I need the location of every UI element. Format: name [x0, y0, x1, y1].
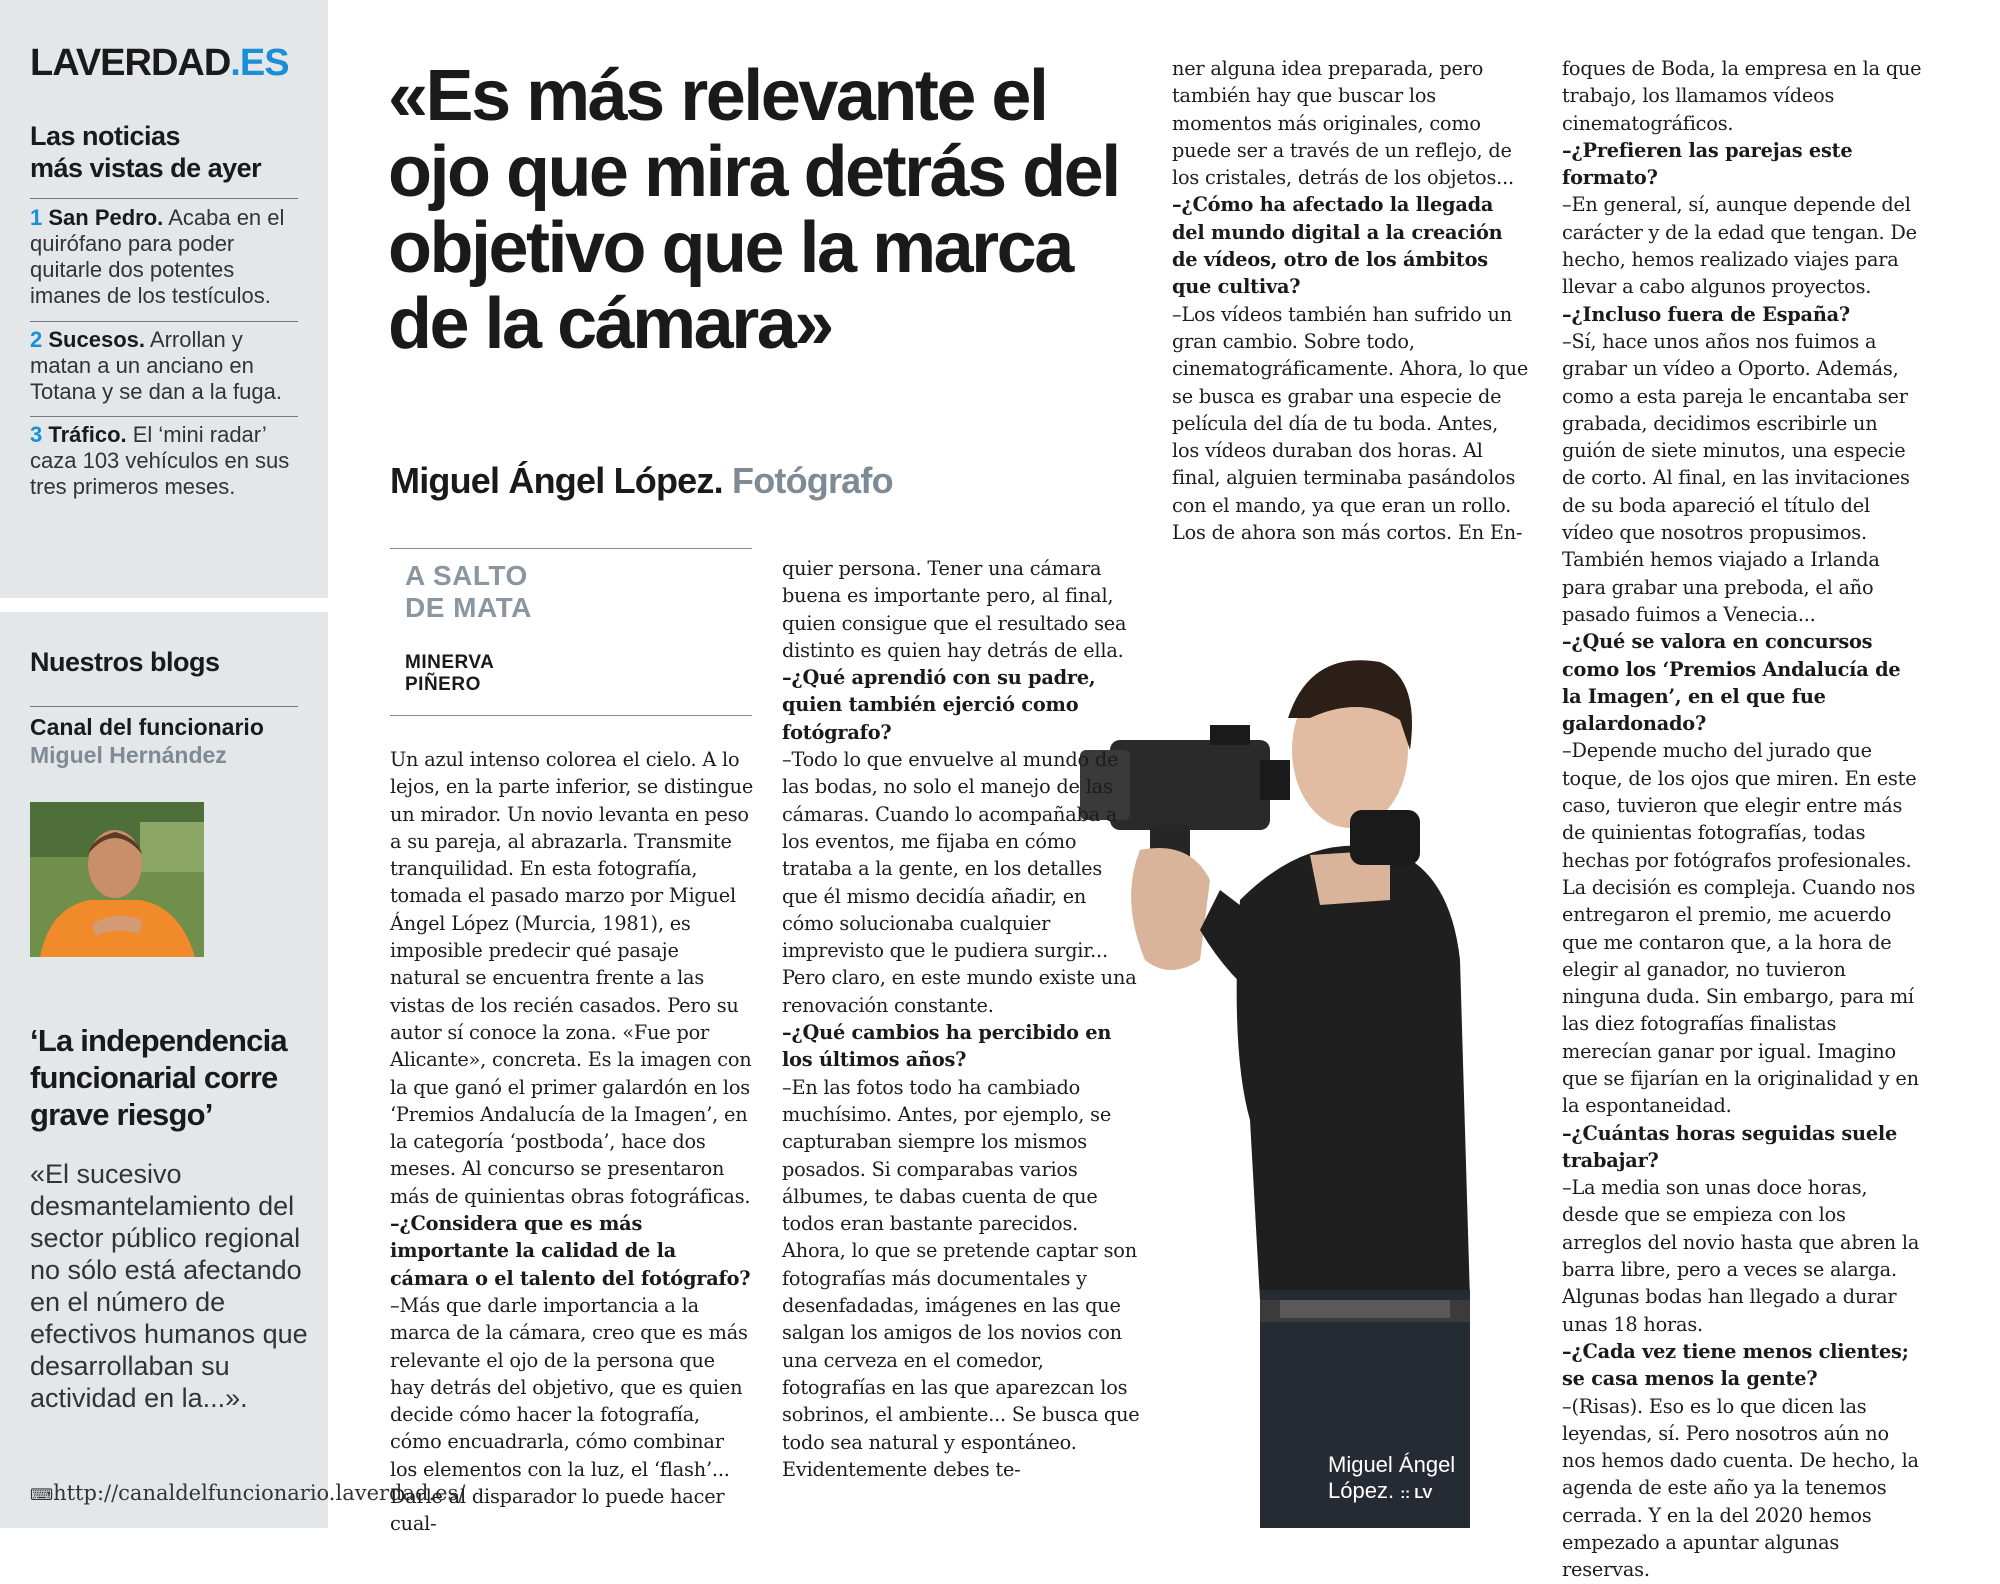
- caption-credit: :: LV: [1400, 1485, 1433, 1502]
- section-rule-top: [390, 548, 752, 549]
- news-divider: [30, 321, 298, 322]
- logo-domain: .ES: [230, 42, 289, 84]
- blogs-divider: [30, 706, 298, 707]
- interview-question: –¿Cuántas horas seguidas suele trabajar?: [1562, 1121, 1898, 1172]
- question-paragraph: [1562, 137, 1922, 192]
- body-paragraph: quier persona. Tener una cámara buena es importante pero, al final, quien consigue que el resultado sea distinto es quien hay detrás de ella.: [782, 557, 1127, 662]
- news-text: El ‘mini radar’ caza 103 vehículos en sus tres primeros meses.: [30, 422, 290, 499]
- sidebar-separator: [0, 598, 328, 612]
- body-paragraph: –Los vídeos también han sufrido un gran cambio. Sobre todo, cinematográficamente. Ahora, lo que se busca es grabar una especie de película del día de tu boda. Antes, los vídeos duraban dos horas. Al final, alguien terminaba pasándolos con el mando, ya que eran un rollo. Los de ahora son más cortos. En En-: [1172, 302, 1529, 545]
- article-author: [405, 652, 494, 696]
- news-item-3[interactable]: [30, 422, 298, 500]
- news-text: Arrollan y matan a un anciano en Totana y se dan a la fuga.: [30, 327, 282, 404]
- question-paragraph: [1172, 191, 1530, 300]
- news-divider: [30, 416, 298, 417]
- byline-name: Miguel Ángel López.: [390, 460, 723, 501]
- section-label: [405, 560, 532, 624]
- body-paragraph: ner alguna idea preparada, pero también hay que buscar los momentos más originales, como puede ser a través de un reflejo, de los cristales, detrás de los objetos...: [1172, 57, 1514, 190]
- question-paragraph: [1562, 628, 1922, 737]
- caption-line1: Miguel Ángel: [1328, 1452, 1456, 1477]
- news-divider: [30, 198, 298, 199]
- blog-url: http://canaldelfuncionario.laverdad.es/: [53, 1481, 466, 1505]
- question-paragraph: [1562, 301, 1922, 328]
- question-paragraph: [1562, 1338, 1922, 1393]
- blogger-photo: [30, 802, 204, 957]
- body-paragraph: –En las fotos todo ha cambiado muchísimo. Antes, por ejemplo, se capturaban siempre los mismos posados. Si comparabas varios álbumes, te dabas cuenta de que todos eran bastante parecidos. Ahora, lo que se pretende captar son fotografías más documentales y desenfadadas, imágenes en las que salgan los amigos de los novios con una cerveza en el comedor, fotografías en las que aparezcan los sobrinos, el ambiente... Se busca que todo sea natural y espontáneo. Evidentemente debes te-: [782, 1075, 1140, 1481]
- section-rule-bottom: [390, 715, 752, 716]
- article-column-4: [1562, 55, 1922, 1584]
- news-item-2[interactable]: [30, 327, 298, 405]
- interview-question: –¿Cada vez tiene menos clientes; se casa menos la gente?: [1562, 1339, 1909, 1391]
- body-paragraph: –Sí, hace unos años nos fuimos a grabar un vídeo a Oporto. Además, como a esta pareja le encantaba ser grabada, decidimos escribirle un guión de siete minutos, una especie de corto. Al final, en las invitaciones de su boda apareció el título del vídeo que nosotros propusimos. También hemos viajado a Irlanda para grabar una preboda, el año pasado fuimos a Venecia...: [1562, 329, 1910, 626]
- question-paragraph: [782, 664, 1140, 746]
- most-read-title-line1: Las noticias: [30, 121, 181, 151]
- body-paragraph: –Depende mucho del jurado que toque, de los ojos que miren. En este caso, tuvieron que elegir entre más de quinientas fotografías, todas hechas por fotógrafos profesionales. La decisión es compleja. Cuando nos entregaron el premio, me acuerdo que me contaron que, a la hora de elegir al ganador, no tuvieron ninguna duda. Sin embargo, para mí las diez fotografías finalistas merecían ganar por igual. Imagino que se fijarían en la originalidad y en la espontaneidad.: [1562, 739, 1919, 1118]
- interview-question: –¿Considera que es más importante la calidad de la cámara o el talento del fotógrafo?: [390, 1212, 751, 1290]
- article-column-3: [1172, 55, 1530, 546]
- news-number: 3: [30, 422, 43, 447]
- caption-line2: López.: [1328, 1478, 1395, 1503]
- news-item-1[interactable]: [30, 205, 298, 309]
- interview-question: –¿Cómo ha afectado la llegada del mundo digital a la creación de vídeos, otro de los ámbitos que cultiva?: [1172, 193, 1503, 299]
- article-headline: «Es más relevante el ojo que mira detrás del objetivo que la marca de la cámara»: [388, 56, 1119, 364]
- news-topic: Sucesos.: [48, 327, 145, 352]
- body-paragraph: –Más que darle importancia a la marca de la cámara, creo que es más relevante el ojo de la persona que hay detrás del objetivo, que es quien decide cómo hacer la fotografía, cómo encuadrarla, cómo combinar los elementos con la luz, el ‘flash’... Darle al disparador lo puede hacer cual-: [390, 1293, 748, 1536]
- news-text: Acaba en el quirófano para poder quitarle dos potentes imanes de los testículos.: [30, 205, 285, 308]
- question-paragraph: [390, 1210, 754, 1292]
- news-number: 1: [30, 205, 43, 230]
- question-paragraph: [1562, 1120, 1922, 1175]
- most-read-title-line2: más vistas de ayer: [30, 153, 262, 183]
- news-number: 2: [30, 327, 43, 352]
- interview-question: –¿Qué se valora en concursos como los ‘Premios Andalucía de la Imagen’, en el que fue galardonado?: [1562, 630, 1901, 736]
- author-line2: PIÑERO: [405, 674, 481, 695]
- site-logo[interactable]: [30, 42, 289, 85]
- section-label-line1: A SALTO: [405, 560, 528, 591]
- interview-question: –¿Qué aprendió con su padre, quien también ejerció como fotógrafo?: [782, 666, 1096, 744]
- article-byline: [390, 460, 893, 502]
- photo-caption: [1328, 1452, 1455, 1507]
- section-label-line2: DE MATA: [405, 592, 532, 623]
- question-paragraph: [782, 1019, 1140, 1074]
- body-paragraph: –La media son unas doce horas, desde que se empieza con los arreglos del novio hasta que abren la barra libre, pero a veces se alarga. Algunas bodas han llegado a durar unas 18 horas.: [1562, 1176, 1920, 1336]
- mouse-icon: ⌨: [30, 1485, 54, 1504]
- blogs-title: Nuestros blogs: [30, 647, 220, 677]
- news-topic: Tráfico.: [48, 422, 127, 447]
- body-paragraph: –Todo lo que envuelve al mundo de las bodas, no solo el manejo de las cámaras. Cuando lo acompañaba a los eventos, me fijaba en cómo trataba a la gente, en los detalles que él mismo decidía añadir, en cómo solucionaba cualquier imprevisto que le pudiera surgir... Pero claro, en este mundo existe una renovación constante.: [782, 748, 1137, 1017]
- byline-role: Fotógrafo: [732, 460, 893, 501]
- article-column-2: [782, 555, 1140, 1483]
- logo-main: LAVERDAD: [30, 42, 231, 84]
- body-paragraph: Un azul intenso colorea el cielo. A lo lejos, en la parte inferior, se distingue un mirador. Un novio levanta en peso a su pareja, al abrazarla. Transmite tranquilidad. En esta fotografía, tomada el pasado marzo por Miguel Ángel López (Murcia, 1981), es imposible predecir qué pasaje natural se encuentra frente a las vistas de los recién casados. Pero su autor sí conoce la zona. «Fue por Alicante», concreta. Es la imagen con la que ganó el primer galardón en los ‘Premios Andalucía de la Imagen’, en la categoría ‘postboda’, hace dos meses. Al concurso se presentaron más de quinientas obras fotográficas.: [390, 748, 754, 1208]
- author-line1: MINERVA: [405, 652, 495, 673]
- body-paragraph: –En general, sí, aunque depende del carácter y de la edad que tengan. De hecho, hemos realizado viajes para llevar a cabo algunos proyectos.: [1562, 193, 1917, 299]
- interview-question: –¿Prefieren las parejas este formato?: [1562, 138, 1853, 190]
- blog-quote-headline[interactable]: ‘La independencia funcionarial corre grave riesgo’: [30, 1023, 287, 1132]
- news-topic: San Pedro.: [48, 205, 164, 230]
- body-paragraph: foques de Boda, la empresa en la que trabajo, los llamamos vídeos cinematográficos.: [1562, 57, 1922, 135]
- interview-question: –¿Incluso fuera de España?: [1562, 302, 1851, 326]
- blog-quote-body: «El sucesivo desmantelamiento del sector público regional no sólo está afectando en el número de efectivos humanos que desarrollaban su actividad en la...».: [30, 1159, 308, 1413]
- blog-author: Miguel Hernández: [30, 742, 227, 768]
- blog-name[interactable]: Canal del funcionario: [30, 714, 264, 740]
- article-column-1: [390, 746, 754, 1538]
- body-paragraph: –(Risas). Eso es lo que dicen las leyendas, sí. Pero nosotros aún no nos hemos dado cuenta. De hecho, la agenda de este año ya la tenemos cerrada. Y en la del 2020 hemos empezado a apuntar algunas reservas.: [1562, 1394, 1919, 1582]
- blog-url-row[interactable]: [30, 1480, 466, 1508]
- interview-question: –¿Qué cambios ha percibido en los últimos años?: [782, 1021, 1112, 1072]
